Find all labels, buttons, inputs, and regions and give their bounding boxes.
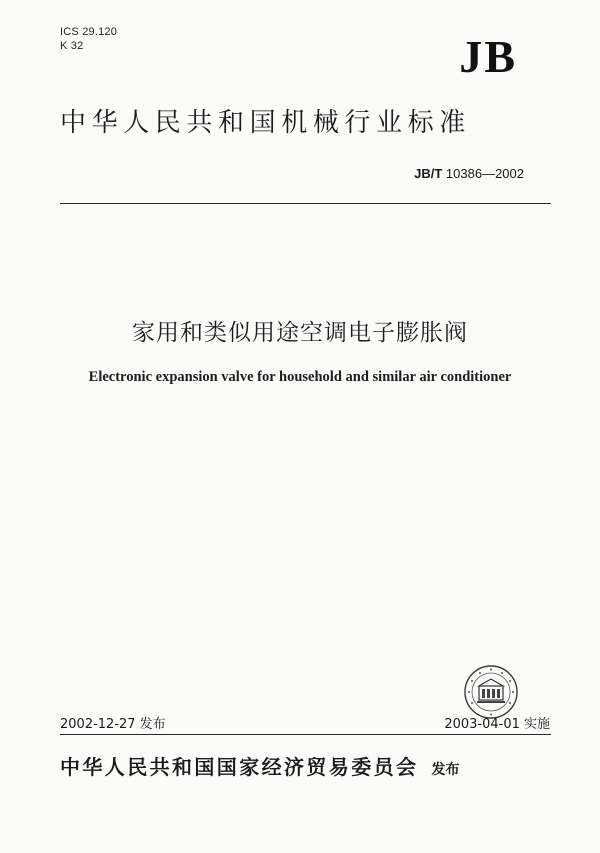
document-title-zh: 家用和类似用途空调电子膨胀阀 xyxy=(132,320,468,346)
document-title-en: Electronic expansion valve for household and similar air conditioner xyxy=(88,369,512,385)
publisher-suffix: 发布 xyxy=(431,762,460,778)
standard-number-prefix: JB/T xyxy=(414,166,443,181)
implementation-date: 2003-04-01 实施 xyxy=(444,717,550,732)
top-divider xyxy=(60,203,551,204)
ccs-code: K 32 xyxy=(60,40,84,52)
issue-date: 2002-12-27 发布 xyxy=(60,717,166,732)
jb-logo: JB xyxy=(459,31,517,82)
bottom-divider xyxy=(60,734,551,735)
organization-title: 中华人民共和国机械行业标准 xyxy=(60,108,471,138)
publisher xyxy=(60,751,552,780)
publisher-name: 中华人民共和国国家经济贸易委员会 xyxy=(60,755,419,779)
standard-number xyxy=(414,166,524,181)
standard-number-value: 10386—2002 xyxy=(445,166,524,181)
ics-code: ICS 29.120 xyxy=(60,26,118,38)
seal-emblem-icon xyxy=(463,664,519,720)
